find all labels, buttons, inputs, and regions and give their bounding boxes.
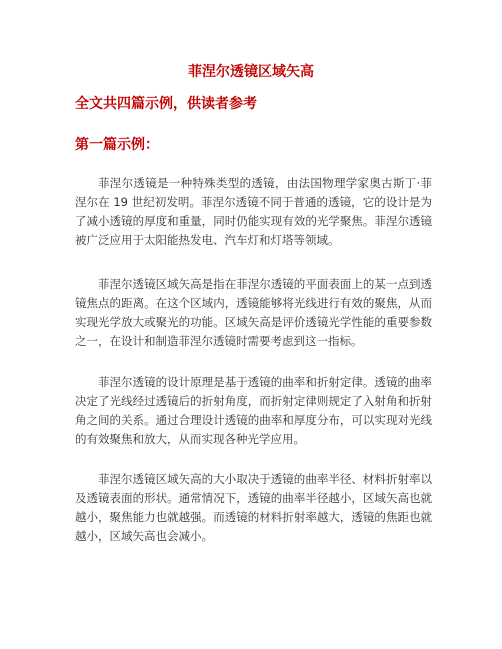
paragraph-3: 菲涅尔透镜的设计原理是基于透镜的曲率和折射定律。透镜的曲率决定了光线经过透镜后的折射角度，而折射定律则规定了入射角和折射角之间的关系。通过合理设计透镜的曲率和厚度分布，可以实现对光线的有效聚焦和放大，从而实现各种光学应用。	[75, 375, 432, 446]
section-heading: 第一篇示例：	[75, 137, 159, 153]
document-title: 菲涅尔透镜区域矢高	[188, 64, 314, 80]
paragraph-4: 菲涅尔透镜区域矢高的大小取决于透镜的曲率半径、材料折射率以及透镜表面的形状。通常情况下，透镜的曲率半径越小，区域矢高也就越小，聚焦能力也就越强。而透镜的材料折射率越大，透镜的焦距也就越小，区域矢高也会减小。	[75, 472, 432, 543]
document-subtitle: 全文共四篇示例，供读者参考	[75, 96, 257, 112]
paragraph-1: 菲涅尔透镜是一种特殊类型的透镜，由法国物理学家奥古斯丁·菲涅尔在 19 世纪初发明。菲涅尔透镜不同于普通的透镜，它的设计是为了减小透镜的厚度和重量，同时仍能实现有效的光学聚焦。菲涅尔透镜被广泛应用于太阳能热发电、汽车灯和灯塔等领域。	[75, 176, 432, 247]
paragraph-2: 菲涅尔透镜区域矢高是指在菲涅尔透镜的平面表面上的某一点到透镜焦点的距离。在这个区域内，透镜能够将光线进行有效的聚焦，从而实现光学放大或聚光的功能。区域矢高是评价透镜光学性能的重要参数之一，在设计和制造菲涅尔透镜时需要考虑到这一指标。	[75, 277, 432, 348]
